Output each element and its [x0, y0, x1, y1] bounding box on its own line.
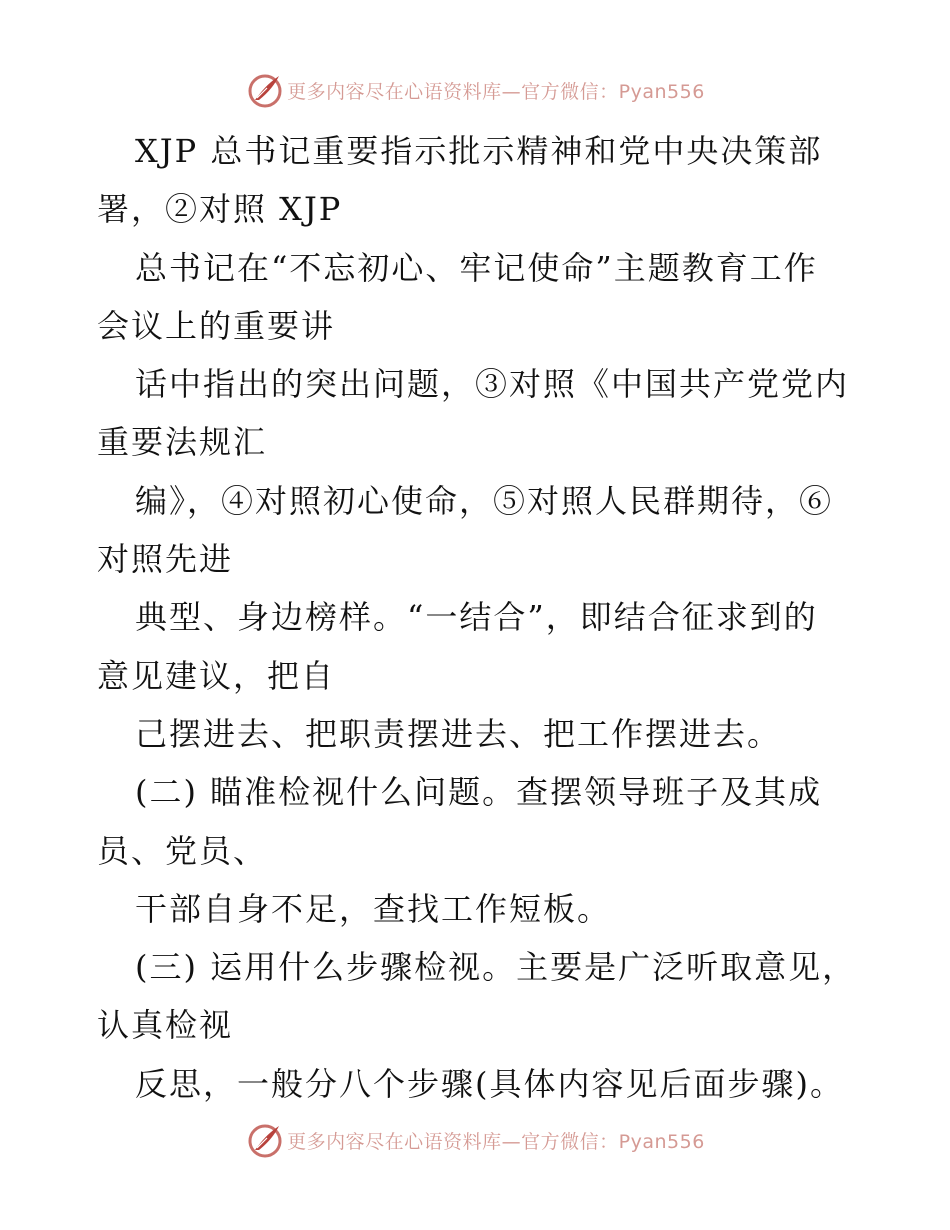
text-line: (三) 运用什么步骤检视。主要是广泛听取意见，: [135, 948, 857, 987]
text-line: 员、党员、: [97, 831, 268, 870]
text-line: 重要法规汇: [97, 423, 268, 462]
text-line: 会议上的重要讲: [97, 306, 336, 345]
text-line: 意见建议，把自: [97, 656, 336, 695]
text-line: 署，②对照 XJP: [97, 190, 343, 229]
text-line: 话中指出的突出问题，③对照《中国共产党党内: [135, 365, 850, 404]
text-line: 总书记在“不忘初心、牢记使命”主题教育工作: [135, 248, 818, 287]
quill-seal-icon: [245, 70, 285, 110]
watermark-text: 更多内容尽在心语资料库—官方微信：Pyan556: [287, 1130, 705, 1153]
text-line: 反思，一般分八个步骤(具体内容见后面步骤)。: [135, 1064, 844, 1103]
watermark-text: 更多内容尽在心语资料库—官方微信：Pyan556: [287, 80, 705, 103]
text-line: XJP 总书记重要指示批示精神和党中央决策部: [135, 132, 823, 170]
quill-seal-icon: [245, 1120, 285, 1160]
text-line: (二) 瞄准检视什么问题。查摆领导班子及其成: [135, 773, 823, 812]
text-line: 认真检视: [97, 1006, 234, 1045]
text-line: 己摆进去、把职责摆进去、把工作摆进去。: [135, 714, 782, 753]
document-body: [97, 122, 857, 1113]
footer-watermark: [0, 1118, 950, 1162]
text-line: 典型、身边榜样。“一结合”，即结合征求到的: [135, 598, 818, 637]
text-line: 干部自身不足，查找工作短板。: [135, 889, 612, 928]
text-line: 对照先进: [97, 540, 234, 579]
text-line: 编》，④对照初心使命，⑤对照人民群期待，⑥: [135, 481, 834, 520]
header-watermark: [0, 68, 950, 112]
